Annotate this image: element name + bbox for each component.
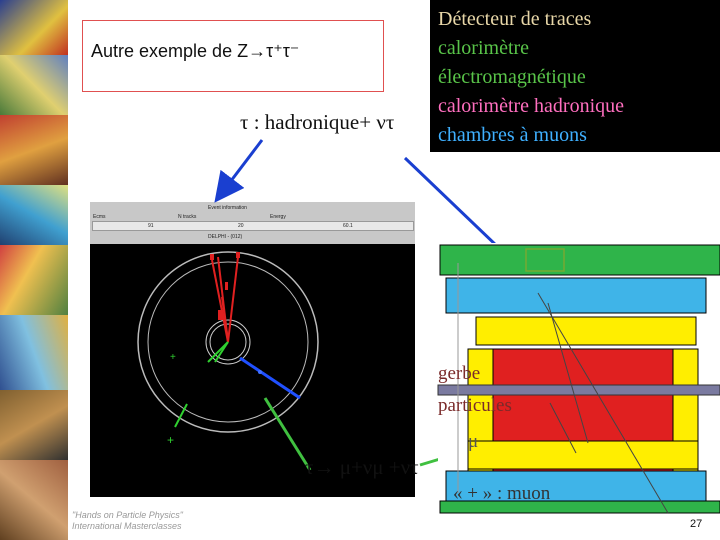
- detector-slice: [438, 243, 720, 513]
- tau-decay-label: τ→ μ+νμ +ντ: [305, 455, 419, 479]
- legend-ecal-1: calorimètre: [438, 37, 530, 59]
- footer-logo: [72, 510, 183, 532]
- event-col2-value: 20: [238, 223, 244, 229]
- slide-title: Autre exemple de Z→τ⁺τ⁻: [91, 41, 300, 61]
- legend-ecal-2: électromagnétique: [438, 66, 586, 88]
- legend-tracker: Détecteur de traces: [438, 8, 592, 30]
- footer-line-1: "Hands on Particle Physics": [72, 510, 183, 520]
- event-col1-header: Ecms: [93, 214, 106, 220]
- event-col2-header: N tracks: [178, 214, 197, 220]
- page-number: 27: [690, 518, 703, 530]
- event-col3-header: Energy: [270, 214, 286, 220]
- detector-slice-drawing: [438, 243, 720, 513]
- svg-text:+: +: [167, 433, 175, 447]
- legend-muon: chambres à muons: [438, 124, 587, 146]
- event-col3-value: 60.1: [343, 223, 353, 229]
- muon-note: « + » : muon: [453, 483, 551, 504]
- tau-hadronic-label: τ : hadronique+ ντ: [240, 110, 395, 134]
- event-panel-title: Event information: [208, 205, 247, 211]
- footer-line-2: International Masterclasses: [72, 521, 182, 531]
- svg-text:+: +: [170, 352, 176, 363]
- gerbe-label: gerbe: [438, 363, 481, 384]
- legend-hcal: calorimètre hadronique: [438, 95, 625, 117]
- mu-label: μ: [468, 431, 479, 452]
- event-col1-value: 91: [148, 223, 154, 229]
- event-detector-name: DELPHI - (012): [208, 234, 243, 240]
- particules-label: particules: [438, 395, 512, 416]
